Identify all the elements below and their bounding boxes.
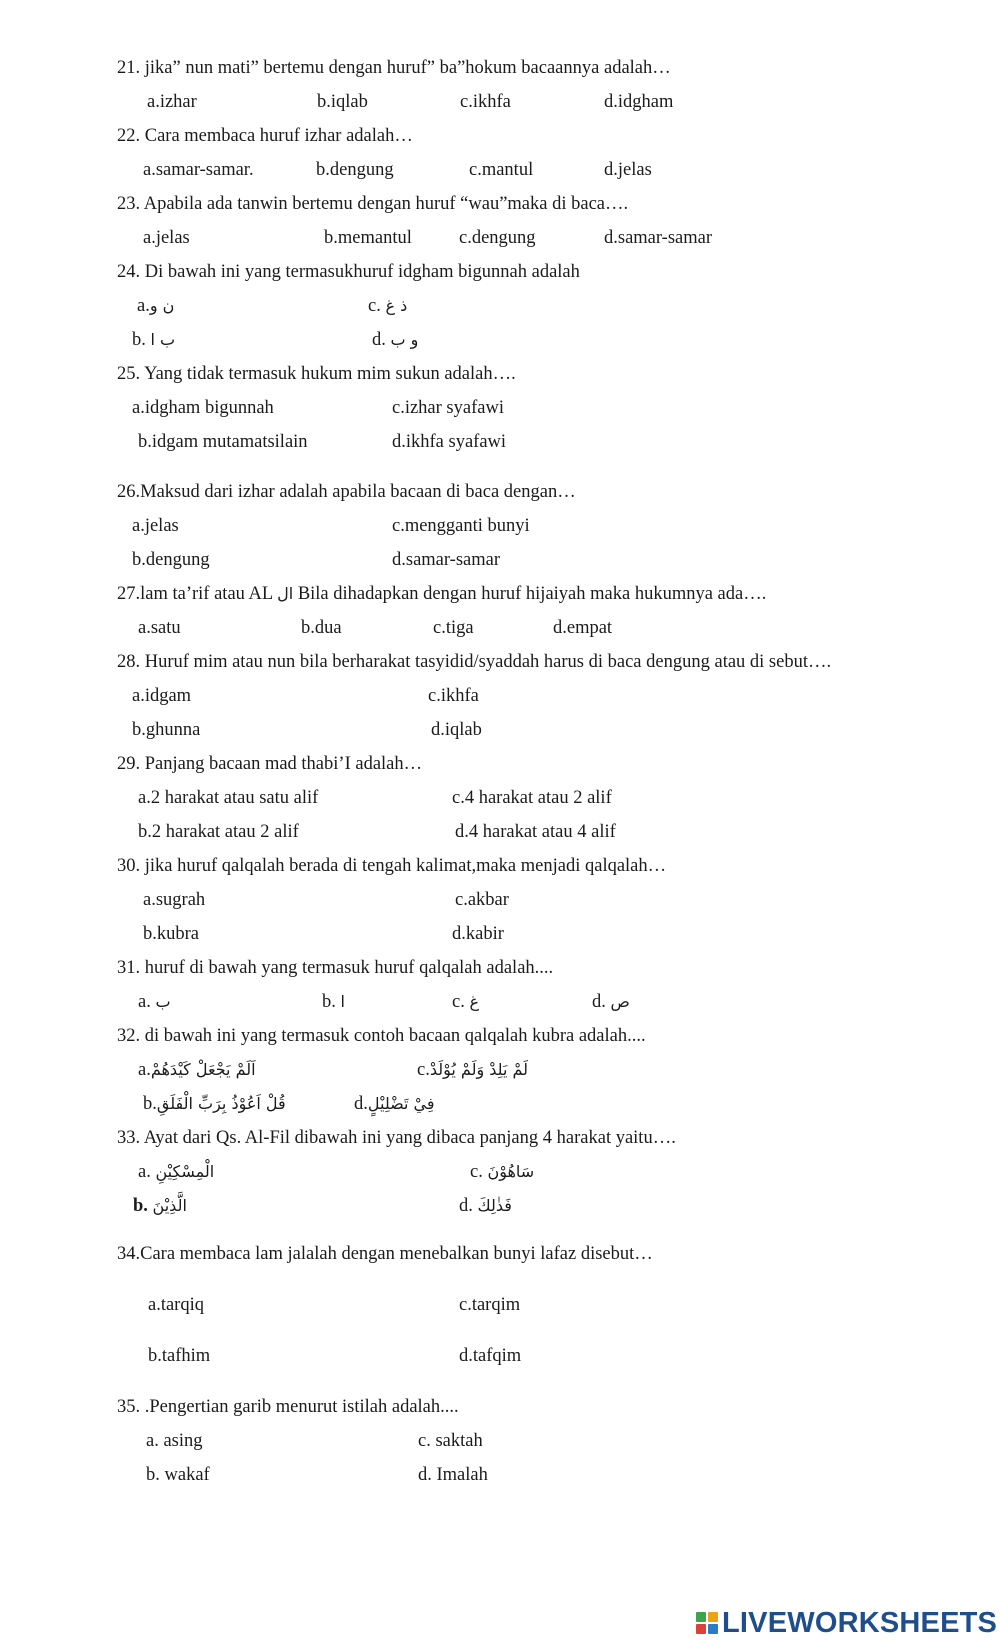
question-25: 25. Yang tidak termasuk hukum mim sukun adalah…. <box>117 364 516 384</box>
option-label: a. <box>138 992 151 1012</box>
arabic-al: ال <box>277 584 294 603</box>
option-label: d. <box>592 992 606 1012</box>
option-26-b[interactable]: b.dengung <box>132 550 210 570</box>
question-23: 23. Apabila ada tanwin bertemu dengan huruf “wau”maka di baca…. <box>117 194 629 214</box>
option-32-b[interactable] <box>143 1092 286 1116</box>
question-22: 22. Cara membaca huruf izhar adalah… <box>117 126 413 146</box>
question-32: 32. di bawah ini yang termasuk contoh bacaan qalqalah kubra adalah.... <box>117 1026 646 1046</box>
option-29-b[interactable]: b.2 harakat atau 2 alif <box>138 822 299 842</box>
arabic-letters: ذ غ <box>385 296 408 315</box>
question-34: 34.Cara membaca lam jalalah dengan menebalkan bunyi lafaz disebut… <box>117 1244 653 1264</box>
option-30-c[interactable]: c.akbar <box>455 890 509 910</box>
question-21: 21. jika” nun mati” bertemu dengan huruf” ba”hokum bacaannya adalah… <box>117 58 671 78</box>
option-33-a[interactable] <box>138 1160 214 1184</box>
option-29-d[interactable]: d.4 harakat atau 4 alif <box>455 822 616 842</box>
option-label: a. <box>138 1162 151 1182</box>
option-label: b. <box>133 1196 148 1216</box>
option-26-d[interactable]: d.samar-samar <box>392 550 501 570</box>
option-22-c[interactable]: c.mantul <box>469 160 534 180</box>
option-32-c[interactable] <box>417 1058 528 1082</box>
option-35-d[interactable]: d. Imalah <box>418 1465 488 1485</box>
question-27-text-end: Bila dihadapkan dengan huruf hijaiyah maka hukumnya ada…. <box>297 584 767 604</box>
question-28: 28. Huruf mim atau nun bila berharakat tasyidid/syaddah harus di baca dengung atau di sebut…. <box>117 652 832 672</box>
option-25-b[interactable]: b.idgam mutamatsilain <box>138 432 308 452</box>
arabic-letters: و ب <box>390 330 419 349</box>
option-26-c[interactable]: c.mengganti bunyi <box>392 516 530 536</box>
option-label: a. <box>138 1060 151 1080</box>
arabic-phrase: لَمْ يَلِدْ وَلَمْ يُوْلَدْ <box>429 1060 529 1079</box>
option-25-d[interactable]: d.ikhfa syafawi <box>392 432 507 452</box>
option-23-d[interactable]: d.samar-samar <box>604 228 713 248</box>
option-label: d. <box>459 1196 473 1216</box>
option-21-a[interactable]: a.izhar <box>147 92 197 112</box>
option-24-c[interactable] <box>368 294 407 318</box>
option-26-a[interactable]: a.jelas <box>132 516 179 536</box>
arabic-letter: ب <box>155 992 171 1011</box>
option-31-a[interactable] <box>138 990 171 1014</box>
option-label: d. <box>354 1094 368 1114</box>
option-label: c. <box>452 992 465 1012</box>
option-25-c[interactable]: c.izhar syafawi <box>392 398 504 418</box>
option-24-a[interactable] <box>137 294 174 318</box>
liveworksheets-logo[interactable] <box>696 1608 997 1638</box>
arabic-word: الْمِسْكِيْنِ <box>155 1162 215 1181</box>
option-21-b[interactable]: b.iqlab <box>317 92 368 112</box>
question-33: 33. Ayat dari Qs. Al-Fil dibawah ini yang dibaca panjang 4 harakat yaitu…. <box>117 1128 676 1148</box>
option-22-a[interactable]: a.samar-samar. <box>143 160 254 180</box>
option-28-c[interactable]: c.ikhfa <box>428 686 479 706</box>
option-23-c[interactable]: c.dengung <box>459 228 536 248</box>
option-label: d. <box>372 330 386 350</box>
option-label: c. <box>368 296 381 316</box>
option-21-c[interactable]: c.ikhfa <box>460 92 511 112</box>
option-31-c[interactable] <box>452 990 479 1014</box>
option-27-b[interactable]: b.dua <box>301 618 342 638</box>
option-27-d[interactable]: d.empat <box>553 618 613 638</box>
arabic-word: فَذٰلِكَ <box>477 1196 512 1215</box>
question-29: 29. Panjang bacaan mad thabi’I adalah… <box>117 754 423 774</box>
arabic-word: الَّذِيْنَ <box>152 1196 187 1215</box>
question-27 <box>117 582 766 606</box>
option-27-a[interactable]: a.satu <box>138 618 181 638</box>
option-23-a[interactable]: a.jelas <box>143 228 190 248</box>
arabic-word: سَاهُوْنَ <box>487 1162 535 1181</box>
option-35-a[interactable]: a. asing <box>146 1431 203 1451</box>
arabic-letter: ص <box>610 992 630 1011</box>
option-34-c[interactable]: c.tarqim <box>459 1295 521 1315</box>
arabic-phrase: فِيْ تَضْلِيْلٍ <box>367 1094 435 1113</box>
option-31-b[interactable] <box>322 990 345 1014</box>
arabic-letters: ب ا <box>150 330 176 349</box>
option-label: b. <box>132 330 146 350</box>
arabic-letter: غ <box>469 992 480 1011</box>
option-31-d[interactable] <box>592 990 630 1014</box>
arabic-letters: ن و <box>149 296 175 315</box>
question-30: 30. jika huruf qalqalah berada di tengah kalimat,maka menjadi qalqalah… <box>117 856 667 876</box>
option-34-d[interactable]: d.tafqim <box>459 1346 522 1366</box>
option-30-a[interactable]: a.sugrah <box>143 890 206 910</box>
option-22-d[interactable]: d.jelas <box>604 160 652 180</box>
option-35-b[interactable]: b. wakaf <box>146 1465 210 1485</box>
option-22-b[interactable]: b.dengung <box>316 160 394 180</box>
option-21-d[interactable]: d.idgham <box>604 92 674 112</box>
option-29-c[interactable]: c.4 harakat atau 2 alif <box>452 788 612 808</box>
option-27-c[interactable]: c.tiga <box>433 618 474 638</box>
option-35-c[interactable]: c. saktah <box>418 1431 483 1451</box>
question-35: 35. .Pengertian garib menurut istilah adalah.... <box>117 1397 459 1417</box>
option-33-d[interactable] <box>459 1194 512 1218</box>
option-34-b[interactable]: b.tafhim <box>148 1346 211 1366</box>
question-27-text-start: 27.lam ta’rif atau AL <box>117 584 273 604</box>
logo-text: LIVEWORKSHEETS <box>722 1606 998 1639</box>
option-28-b[interactable]: b.ghunna <box>132 720 201 740</box>
option-label: a. <box>137 296 150 316</box>
option-30-d[interactable]: d.kabir <box>452 924 504 944</box>
option-34-a[interactable]: a.tarqiq <box>148 1295 204 1315</box>
question-31: 31. huruf di bawah yang termasuk huruf qalqalah adalah.... <box>117 958 554 978</box>
option-28-d[interactable]: d.iqlab <box>431 720 482 740</box>
arabic-phrase: قُلْ اَعُوْذُ بِرَبِّ الْفَلَقِ <box>156 1094 286 1113</box>
option-30-b[interactable]: b.kubra <box>143 924 199 944</box>
option-label: c. <box>417 1060 430 1080</box>
option-29-a[interactable]: a.2 harakat atau satu alif <box>138 788 319 808</box>
arabic-letter: ا <box>340 992 345 1011</box>
option-33-c[interactable] <box>470 1160 534 1184</box>
option-33-b[interactable] <box>133 1194 187 1218</box>
option-label: b. <box>322 992 336 1012</box>
option-label: c. <box>470 1162 483 1182</box>
question-26: 26.Maksud dari izhar adalah apabila bacaan di baca dengan… <box>117 482 576 502</box>
option-28-a[interactable]: a.idgam <box>132 686 192 706</box>
option-32-a[interactable] <box>138 1058 256 1082</box>
question-24: 24. Di bawah ini yang termasukhuruf idgham bigunnah adalah <box>117 262 580 282</box>
liveworksheets-grid-icon <box>696 1612 718 1634</box>
arabic-phrase: اَلَمْ يَجْعَلْ كَيْدَهُمْ <box>150 1060 256 1079</box>
option-23-b[interactable]: b.memantul <box>324 228 412 248</box>
option-25-a[interactable]: a.idgham bigunnah <box>132 398 274 418</box>
option-label: b. <box>143 1094 157 1114</box>
option-24-b[interactable] <box>132 328 175 352</box>
option-24-d[interactable] <box>372 328 418 352</box>
option-32-d[interactable] <box>354 1092 435 1116</box>
